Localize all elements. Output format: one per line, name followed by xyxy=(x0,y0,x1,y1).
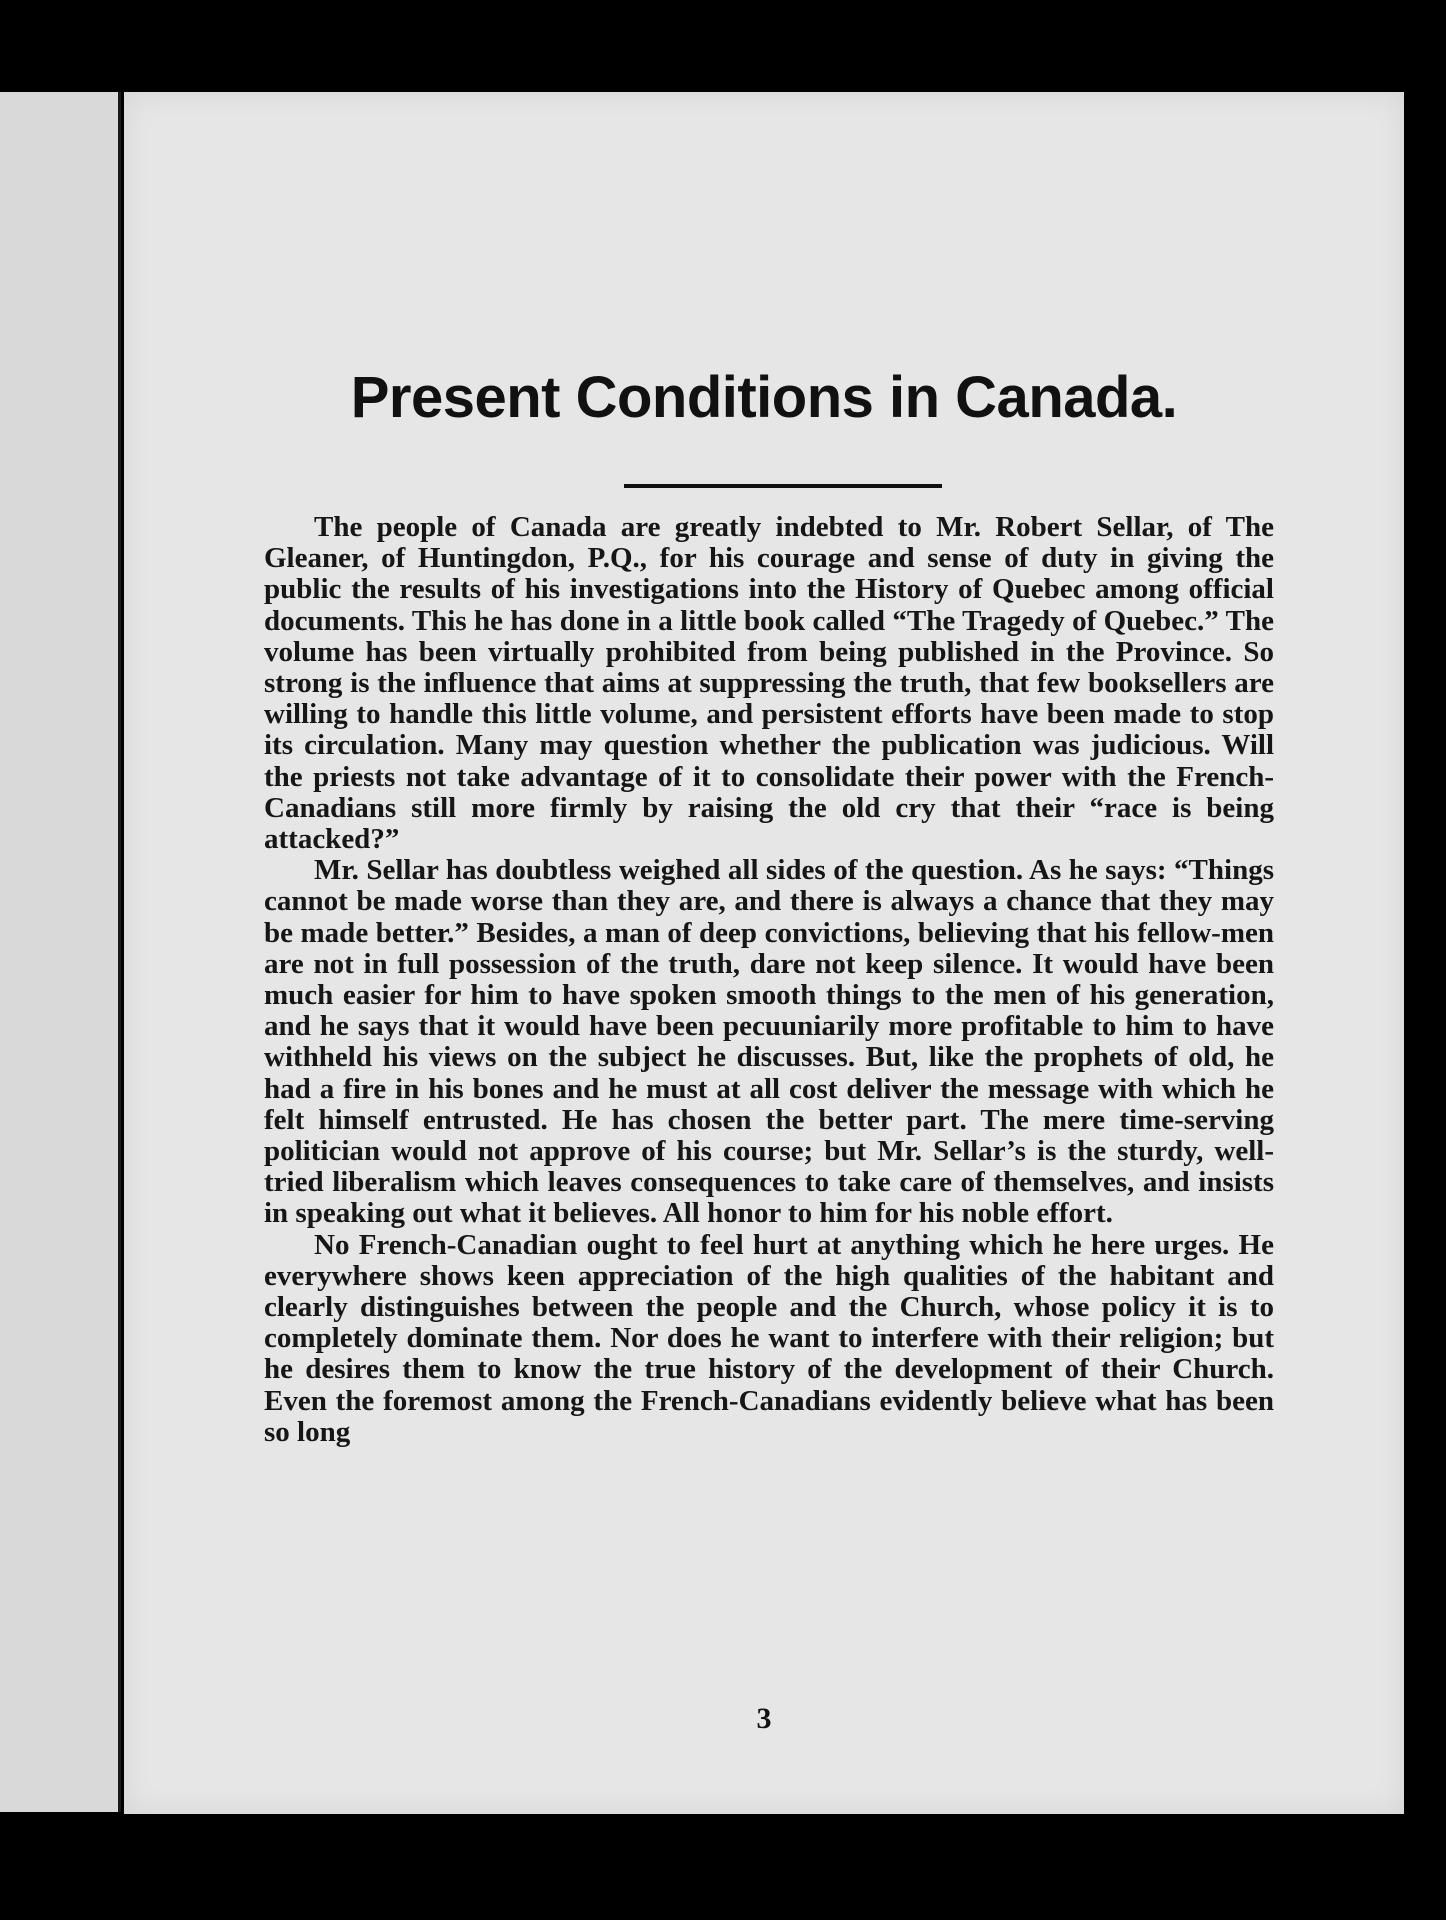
paragraph: No French-Canadian ought to feel hurt at anything which he here urges. He everywhere shows keen appreciation of the high qualities of the habitant and clearly distinguishes between the people and the Church, whose policy it is to completely dominate them. Nor does he want to interfere with their religion; but he desires them to know the true history of the development of their Church. Even the foremost among the French-Canadians evidently believe what has been so long xyxy=(264,1228,1274,1448)
title-rule xyxy=(624,484,942,488)
page-number: 3 xyxy=(756,1702,772,1735)
paragraph: Mr. Sellar has doubtless weighed all sides of the question. As he says: “Things cannot be made worse than they are, and there is always a chance that they may be made better.” Besides, a man of deep convictions, believing that his fellow-men are not in full possession of the truth, dare not keep silence. It would have been much easier for him to have spoken smooth things to the men of his generation, and he says that it would have been pecuuniarily more profitable to him to have withheld his views on the subject he discusses. But, like the prophets of old, he had a fire in his bones and he must at all cost deliver the message with which he felt himself entrusted. He has chosen the better part. The mere time-serving politician would not approve of his course; but Mr. Sellar’s is the sturdy, well-tried liberalism which leaves consequences to take care of themselves, and insists in speaking out what it believes. All honor to him for his noble effort. xyxy=(264,854,1274,1230)
body-text xyxy=(264,512,1274,1448)
page-title: Present Conditions in Canada. xyxy=(350,365,1178,430)
paragraph: The people of Canada are greatly indebted to Mr. Robert Sellar, of The Gleaner, of Huntingdon, P.Q., for his courage and sense of duty in giving the public the results of his investigations into the History of Quebec among official documents. This he has done in a little book called “The Tragedy of Quebec.” The volume has been virtually prohibited from being published in the Province. So strong is the influence that aims at suppressing the truth, that few booksellers are willing to handle this little volume, and persistent efforts have been made to stop its circulation. Many may question whether the publication was judicious. Will the priests not take advantage of it to consolidate their power with the French-Canadians still more firmly by raising the old cry that their “race is being attacked?” xyxy=(264,511,1274,856)
left-page-edge xyxy=(0,92,121,1812)
book-page xyxy=(124,92,1404,1814)
